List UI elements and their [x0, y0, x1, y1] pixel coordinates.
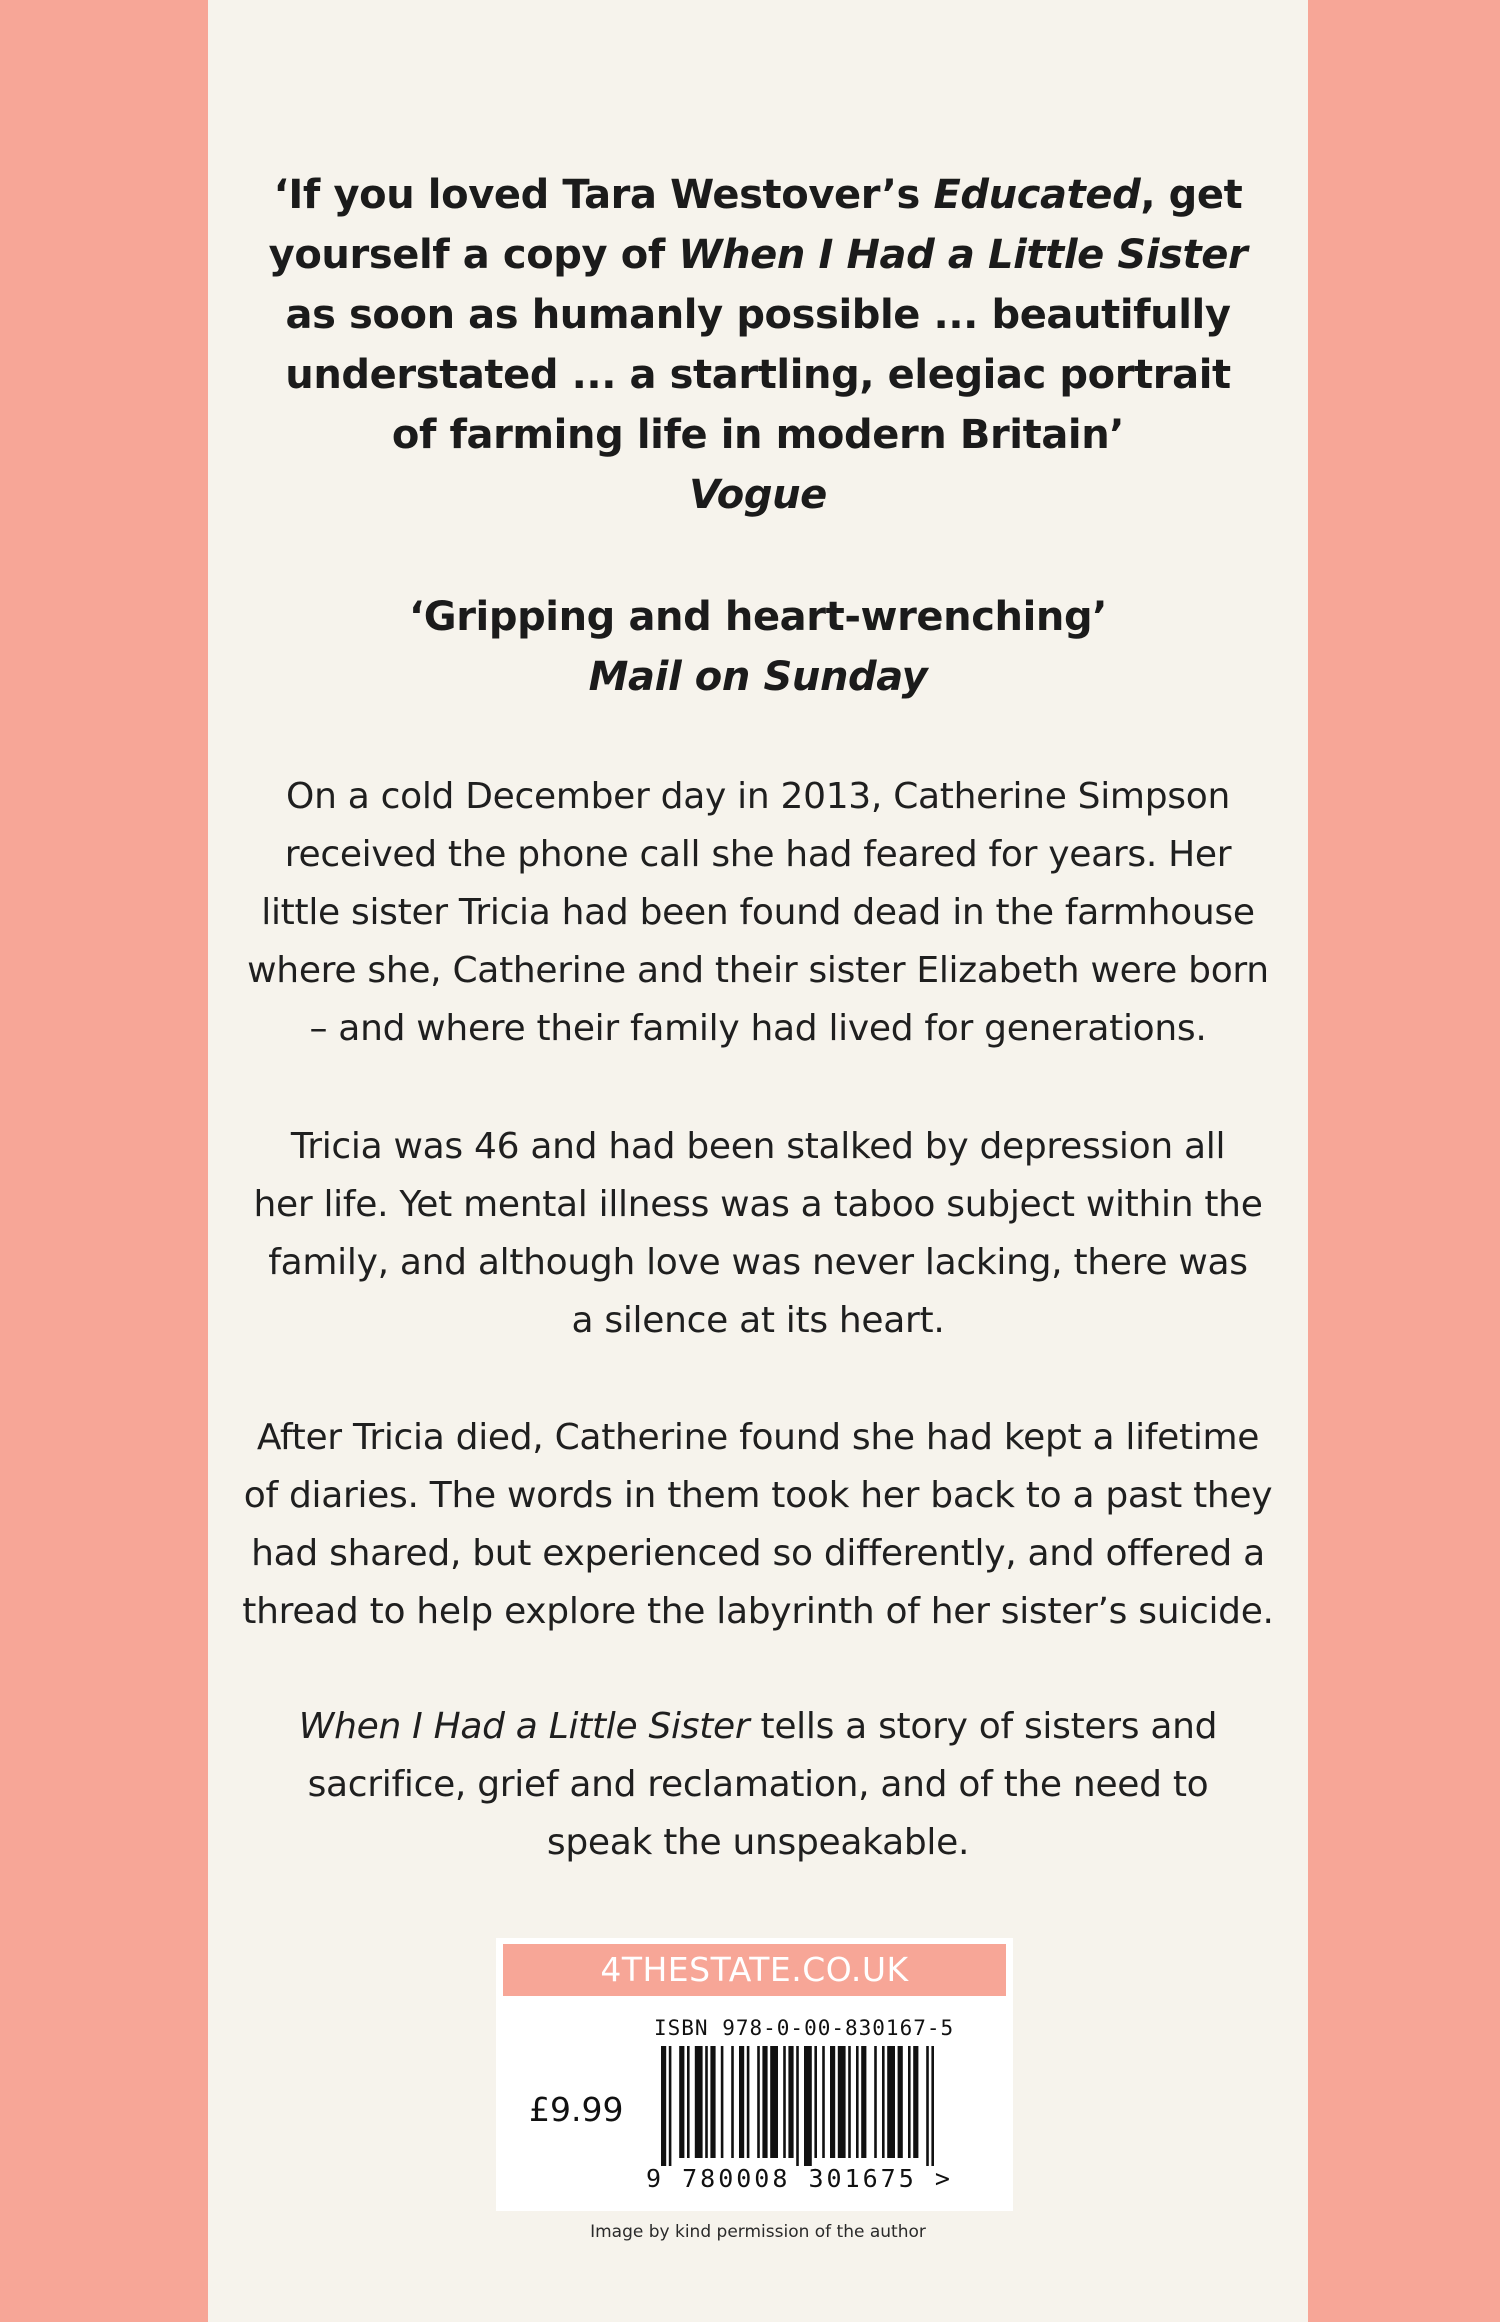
barcode-bar [838, 2046, 846, 2158]
blurb-line: When I Had a Little Sister tells a story of sisters and [298, 1706, 1218, 1747]
price-label: £9.99 [529, 2090, 624, 2129]
barcode-bar [731, 2046, 734, 2158]
quote-line: of farming life in modern Britain’ [391, 412, 1125, 458]
barcode-bar [721, 2046, 724, 2158]
barcode-bar [874, 2046, 877, 2158]
blurb-line: a silence at its heart. [571, 1300, 945, 1341]
blurb-paragraph-1 [208, 768, 1308, 1058]
quote-line: ‘Gripping and heart-wrenching’ [408, 594, 1108, 640]
blurb-line: On a cold December day in 2013, Catherine Simpson [286, 776, 1230, 817]
barcode-bar [804, 2046, 812, 2166]
isbn-label: ISBN 978-0-00-830167-5 [654, 2016, 955, 2040]
cream-panel [208, 0, 1308, 2322]
blurb-line: speak the unspeakable. [546, 1822, 970, 1863]
barcode-icon [661, 2046, 991, 2166]
barcode-bar [926, 2046, 929, 2166]
blurb-line: had shared, but experienced so differently, and offered a [251, 1533, 1265, 1574]
barcode-digits: 9 780008 301675 > [646, 2164, 953, 2193]
review-quote-vogue [208, 165, 1308, 525]
blurb-line: After Tricia died, Catherine found she had kept a lifetime [256, 1417, 1260, 1458]
blurb-line: of diaries. The words in them took her back to a past they [243, 1475, 1273, 1516]
barcode-bar [796, 2046, 799, 2166]
blurb-paragraph-4 [208, 1698, 1308, 1872]
quote-line: understated ... a startling, elegiac portrait [285, 352, 1231, 398]
barcode-bar [814, 2046, 817, 2158]
quote-line: ‘If you loved Tara Westover’s Educated, get [273, 172, 1243, 218]
blurb-line: – and where their family had lived for generations. [309, 1008, 1207, 1049]
barcode-bar [710, 2046, 715, 2158]
barcode-bar [770, 2046, 778, 2158]
barcode-bar [757, 2046, 760, 2158]
blurb-line: thread to help explore the labyrinth of her sister’s suicide. [242, 1591, 1274, 1632]
barcode-bar [705, 2046, 708, 2158]
barcode-bar [788, 2046, 793, 2158]
barcode-bar [762, 2046, 767, 2158]
barcode-bar [931, 2046, 934, 2166]
barcode-bar [679, 2046, 684, 2158]
blurb-line: received the phone call she had feared for years. Her [284, 834, 1232, 875]
barcode-bar [661, 2046, 666, 2166]
barcode-bar [913, 2046, 918, 2158]
barcode-bar [898, 2046, 903, 2158]
blurb-line: her life. Yet mental illness was a taboo subject within the [253, 1184, 1263, 1225]
quote-line: as soon as humanly possible ... beautifully [285, 292, 1231, 338]
blurb-line: where she, Catherine and their sister Elizabeth were born [247, 950, 1269, 991]
barcode-box [496, 1938, 1013, 2211]
blurb-paragraph-3 [208, 1409, 1308, 1641]
blurb-line: Tricia was 46 and had been stalked by depression all [290, 1126, 1226, 1167]
barcode-bar [687, 2046, 690, 2158]
barcode-bar [848, 2046, 851, 2158]
quote-source: Mail on Sunday [588, 654, 928, 700]
blurb-paragraph-2 [208, 1118, 1308, 1350]
barcode-bar [882, 2046, 885, 2158]
publisher-website[interactable]: 4THESTATE.CO.UK [503, 1944, 1006, 1996]
image-credit: Image by kind permission of the author [590, 2222, 926, 2242]
blurb-line: sacrifice, grief and reclamation, and of the need to [307, 1764, 1209, 1805]
blurb-line: little sister Tricia had been found dead in the farmhouse [261, 892, 1255, 933]
blurb-line: family, and although love was never lacking, there was [268, 1242, 1248, 1283]
barcode-bar [908, 2046, 911, 2158]
barcode-bar [822, 2046, 825, 2158]
barcode-bar [669, 2046, 672, 2166]
barcode-bar [783, 2046, 786, 2158]
barcode-bar [747, 2046, 750, 2158]
barcode-bar [830, 2046, 835, 2158]
quote-source: Vogue [689, 472, 827, 518]
barcode-bar [887, 2046, 895, 2158]
quote-line: yourself a copy of When I Had a Little Sister [268, 232, 1248, 278]
review-quote-mail-on-sunday [208, 587, 1308, 707]
barcode-bar [695, 2046, 703, 2158]
barcode-bar [856, 2046, 859, 2158]
barcode-bar [739, 2046, 744, 2158]
barcode-bar [861, 2046, 866, 2158]
